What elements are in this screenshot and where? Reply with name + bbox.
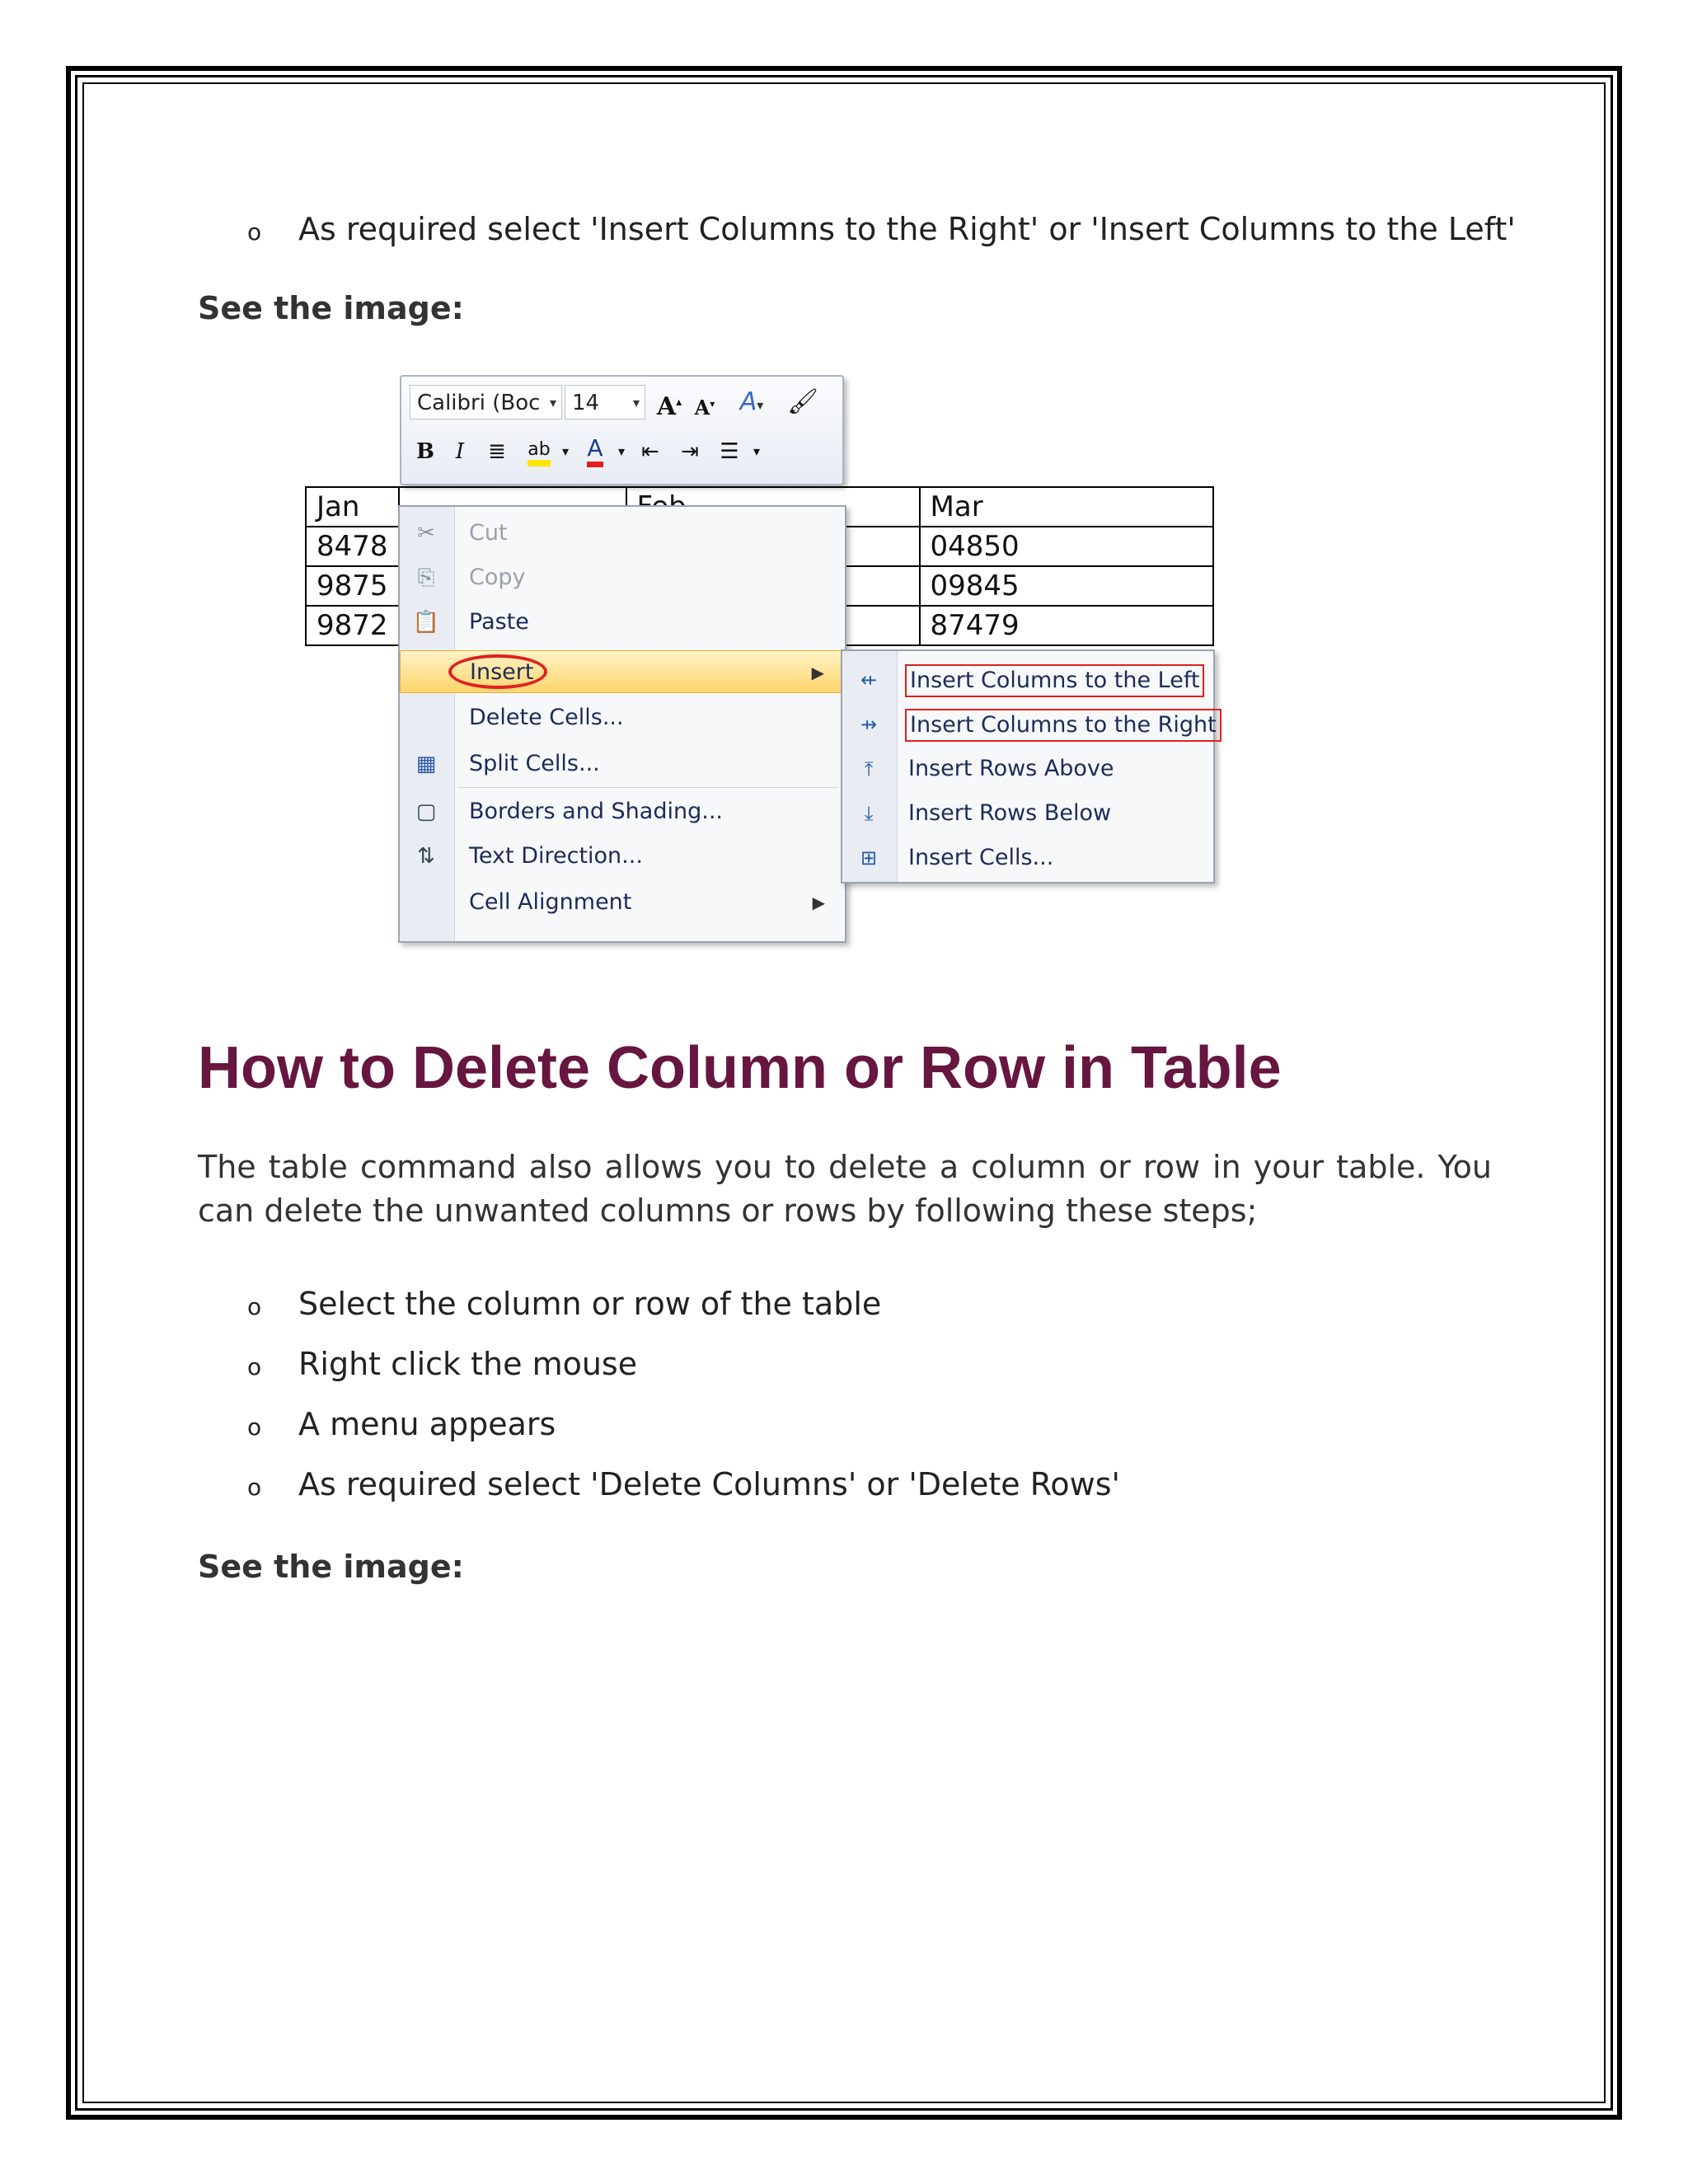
menu-item-label: Paste [469, 609, 529, 635]
table-cell[interactable]: 04850 [920, 527, 1213, 566]
submenu-arrow-icon: ▶ [812, 893, 825, 912]
table-cell[interactable]: 9872 [306, 606, 399, 645]
menu-item-label: Insert Cells... [908, 845, 1054, 870]
font-size-dropdown[interactable] [565, 385, 645, 419]
align-center-icon: ≣ [488, 439, 506, 464]
menu-item-cut[interactable] [400, 512, 842, 555]
font-name-value: Calibri (Boc [417, 391, 541, 415]
table-cell[interactable]: 87479 [920, 606, 1213, 645]
font-color-button[interactable] [579, 431, 612, 466]
bullet-marker: o [247, 1413, 262, 1441]
font-name-dropdown[interactable] [410, 385, 562, 419]
menu-item-label: Insert Columns to the Right [905, 709, 1221, 742]
decrease-indent-button[interactable] [632, 434, 668, 469]
menu-item-insert-columns-right[interactable] [842, 702, 1217, 747]
insert-row-below-icon: ⤓ [864, 802, 874, 825]
highlight-button[interactable] [521, 433, 557, 467]
menu-item-text-direction[interactable] [400, 835, 842, 878]
table-cell[interactable]: Jan [306, 487, 399, 527]
menu-item-cell-alignment[interactable] [400, 881, 842, 924]
borders-icon: ▢ [415, 799, 437, 824]
intro-paragraph: The table command also allows you to delete a column or row in your table. You can delete the unwanted columns or rows by following these steps; [198, 1149, 1492, 1229]
bold-button[interactable]: B [416, 439, 434, 464]
copy-icon: ⎘ [417, 565, 435, 590]
menu-item-label: Cell Alignment [469, 889, 632, 915]
bullet-list-icon: ☰ [720, 439, 739, 464]
menu-item-label: Delete Cells... [469, 705, 624, 730]
insert-column-left-icon: ⇷ [860, 668, 878, 691]
italic-button[interactable]: I [455, 439, 465, 464]
menu-item-copy[interactable] [400, 556, 842, 599]
bullet-marker: o [247, 1293, 262, 1320]
menu-item-borders-shading[interactable] [400, 790, 842, 833]
bullet-marker: o [247, 218, 262, 246]
see-image-label: See the image: [198, 290, 464, 326]
see-image-label: See the image: [198, 1549, 464, 1585]
menu-item-label: Split Cells... [469, 751, 600, 776]
grow-font-icon: A [656, 392, 677, 421]
format-painter-icon: 🖌 [786, 387, 819, 416]
bullet-marker: o [247, 1474, 262, 1501]
grow-font-button[interactable]: A▴ [656, 392, 682, 421]
menu-item-label: Text Direction... [469, 843, 643, 869]
bullet-text: As required select 'Delete Columns' or 'Delete Rows' [298, 1466, 1120, 1502]
menu-item-insert-rows-below[interactable] [842, 791, 1210, 836]
menu-item-label: Insert [470, 659, 534, 685]
paste-icon: 📋 [412, 610, 440, 635]
chevron-down-icon: ▾ [757, 397, 764, 413]
chevron-down-icon[interactable]: ▾ [617, 443, 626, 459]
insert-submenu [841, 649, 1215, 883]
format-painter-button[interactable] [785, 385, 821, 419]
shrink-font-button[interactable]: A▾ [694, 396, 715, 419]
table-cell[interactable]: 9875 [306, 566, 399, 606]
table-cell[interactable]: 09845 [920, 566, 1213, 606]
insert-row-above-icon: ⤒ [864, 757, 874, 780]
highlight-icon: ab [528, 439, 550, 466]
chevron-down-icon: ▾ [632, 395, 640, 410]
decrease-indent-icon: ⇤ [641, 439, 659, 464]
context-menu [398, 505, 846, 943]
bullet-text: As required select 'Insert Columns to the Right' or 'Insert Columns to the Left' [298, 211, 1516, 247]
shrink-font-icon: A [694, 396, 710, 419]
menu-item-insert[interactable] [400, 650, 842, 693]
bullet-text: Right click the mouse [298, 1346, 638, 1382]
menu-item-split-cells[interactable] [400, 743, 842, 785]
menu-item-delete-cells[interactable] [400, 696, 842, 739]
submenu-arrow-icon: ▶ [811, 663, 824, 682]
table-cell[interactable]: 8478 [306, 527, 399, 566]
section-heading: How to Delete Column or Row in Table [198, 1035, 1282, 1101]
font-size-value: 14 [572, 391, 600, 415]
center-align-button[interactable] [479, 434, 515, 469]
mini-formatting-toolbar [400, 375, 844, 485]
menu-item-insert-columns-left[interactable] [842, 658, 1210, 702]
bullet-marker: o [247, 1353, 262, 1380]
chevron-down-icon[interactable]: ▾ [753, 443, 761, 459]
text-direction-icon: ⇅ [417, 844, 435, 869]
menu-item-paste[interactable] [400, 601, 842, 644]
menu-item-label: Insert Columns to the Left [905, 664, 1204, 697]
font-color-icon: A [587, 434, 603, 467]
menu-item-insert-rows-above[interactable] [842, 747, 1210, 791]
menu-separator [457, 787, 838, 788]
increase-indent-icon: ⇥ [681, 439, 699, 464]
menu-item-label: Insert Rows Below [908, 800, 1112, 826]
styles-button[interactable] [727, 385, 776, 423]
styles-icon: A [739, 387, 757, 416]
menu-item-insert-cells[interactable] [842, 836, 1210, 880]
split-cells-icon: ▦ [415, 752, 437, 776]
word-insert-menu-figure [297, 363, 1228, 940]
menu-item-label: Insert Rows Above [908, 756, 1114, 781]
insert-column-right-icon: ⇸ [860, 713, 878, 736]
insert-cells-icon: ⊞ [860, 846, 878, 869]
table-cell[interactable]: Mar [920, 487, 1213, 527]
chevron-down-icon: ▾ [549, 395, 556, 410]
increase-indent-button[interactable] [672, 434, 708, 469]
menu-item-label: Borders and Shading... [469, 799, 723, 824]
menu-item-label: Copy [469, 565, 526, 590]
scissors-icon: ✂ [417, 521, 435, 546]
bullets-button[interactable] [711, 434, 748, 469]
chevron-down-icon[interactable]: ▾ [561, 443, 570, 459]
bullet-text: A menu appears [298, 1406, 556, 1442]
menu-item-label: Cut [469, 520, 508, 546]
bullet-text: Select the column or row of the table [298, 1286, 882, 1322]
